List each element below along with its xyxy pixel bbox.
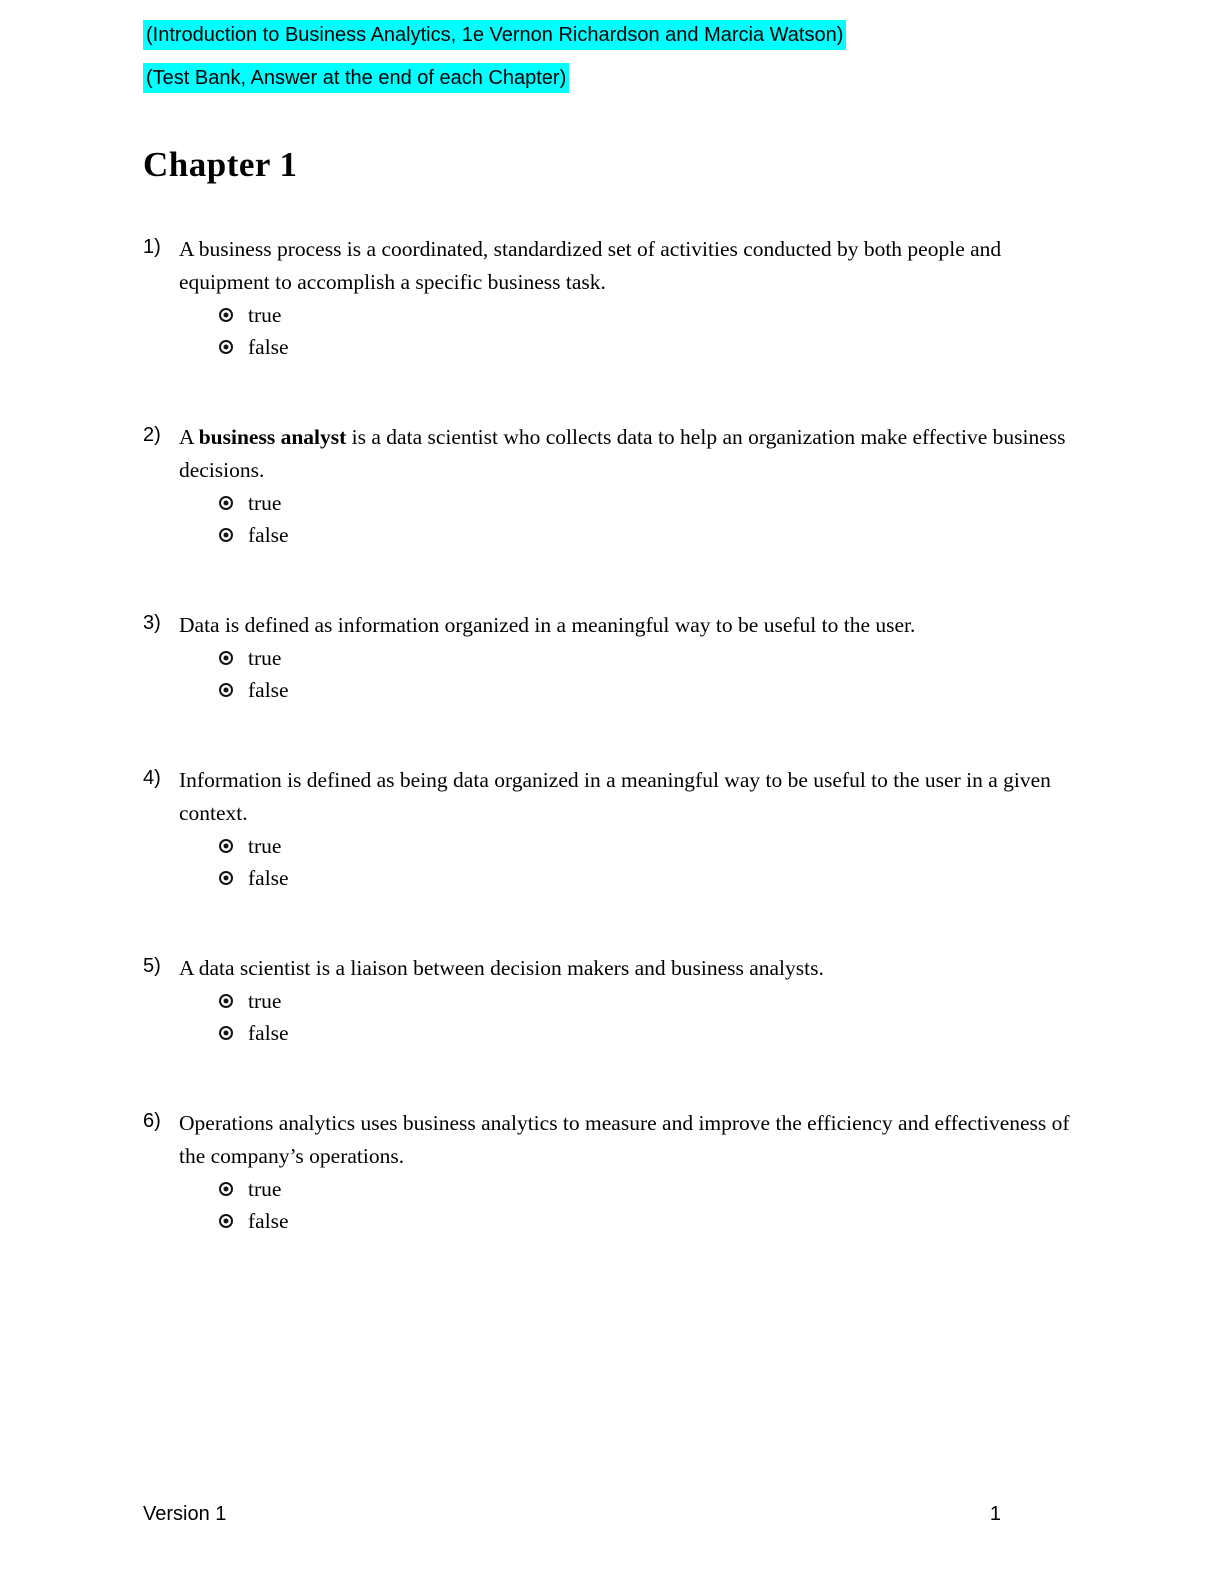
radio-label: false [248,1208,289,1233]
question-number: 3) [143,612,161,634]
version-label: Version 1 [143,1503,227,1525]
question-number: 2) [143,424,161,446]
question-text [179,609,1081,642]
radio-label: true [248,988,282,1013]
question-number: 6) [143,1110,161,1132]
radio-icon[interactable] [219,839,233,853]
radio-icon[interactable] [219,871,233,885]
option-group [219,985,1081,1049]
question-text-segment: A [179,425,199,449]
question-text-segment: Information is defined as being data organized in a meaningful way to be useful to the user in a given context. [179,768,1051,825]
radio-option-true[interactable] [219,642,1081,674]
question-body [179,233,1081,363]
radio-option-false[interactable] [219,1017,1081,1049]
radio-icon[interactable] [219,1026,233,1040]
page-number: 1 [989,1503,1001,1525]
question-text-segment: is a data scientist who collects data to help an organization make effective business decisions. [179,425,1066,482]
header-line-2 [143,63,1081,93]
radio-label: false [248,522,289,547]
document-header [143,20,1081,93]
radio-label: false [248,677,289,702]
radio-icon[interactable] [219,340,233,354]
question-body [179,1107,1081,1237]
question-text-segment: A data scientist is a liaison between decision makers and business analysts. [179,956,824,980]
option-group [219,642,1081,706]
radio-option-false[interactable] [219,862,1081,894]
radio-label: true [248,302,282,327]
question-body [179,421,1081,551]
question-number: 5) [143,955,161,977]
question-text-segment: Operations analytics uses business analytics to measure and improve the efficiency and effectiveness of the company’s operations. [179,1111,1070,1168]
radio-label: true [248,1176,282,1201]
page-footer [143,1503,1081,1526]
radio-option-false[interactable] [219,519,1081,551]
question-text [179,952,1081,985]
radio-label: false [248,1020,289,1045]
question-item-6 [143,1107,1081,1237]
radio-option-true[interactable] [219,1173,1081,1205]
option-group [219,487,1081,551]
question-body [179,952,1081,1049]
radio-icon[interactable] [219,651,233,665]
radio-icon[interactable] [219,1182,233,1196]
question-number: 4) [143,767,161,789]
radio-label: true [248,833,282,858]
highlighted-title: (Introduction to Business Analytics, 1e Vernon Richardson and Marcia Watson) [143,20,846,50]
radio-option-true[interactable] [219,299,1081,331]
question-item-5 [143,952,1081,1049]
radio-option-true[interactable] [219,830,1081,862]
question-body [179,609,1081,706]
question-item-1 [143,233,1081,363]
option-group [219,299,1081,363]
question-number: 1) [143,236,161,258]
radio-icon[interactable] [219,994,233,1008]
question-text [179,233,1081,299]
radio-icon[interactable] [219,683,233,697]
radio-label: false [248,865,289,890]
radio-option-false[interactable] [219,1205,1081,1237]
radio-option-true[interactable] [219,487,1081,519]
question-item-2 [143,421,1081,551]
radio-option-true[interactable] [219,985,1081,1017]
highlighted-subtitle: (Test Bank, Answer at the end of each Chapter) [143,63,569,93]
radio-icon[interactable] [219,528,233,542]
radio-icon[interactable] [219,308,233,322]
question-text-segment: Data is defined as information organized in a meaningful way to be useful to the user. [179,613,916,637]
question-text [179,421,1081,487]
header-line-1 [143,20,1081,50]
radio-option-false[interactable] [219,331,1081,363]
question-text [179,1107,1081,1173]
radio-label: true [248,645,282,670]
radio-icon[interactable] [219,1214,233,1228]
question-text-bold-segment: business analyst [198,425,347,449]
radio-option-false[interactable] [219,674,1081,706]
question-text-segment: A business process is a coordinated, standardized set of activities conducted by both people and equipment to accomplish a specific business task. [179,237,1002,294]
radio-icon[interactable] [219,496,233,510]
option-group [219,1173,1081,1237]
question-item-3 [143,609,1081,706]
radio-label: true [248,490,282,515]
radio-label: false [248,334,289,359]
question-body [179,764,1081,894]
question-item-4 [143,764,1081,894]
question-text [179,764,1081,830]
option-group [219,830,1081,894]
question-list [143,233,1081,1237]
chapter-title: Chapter 1 [143,145,298,184]
